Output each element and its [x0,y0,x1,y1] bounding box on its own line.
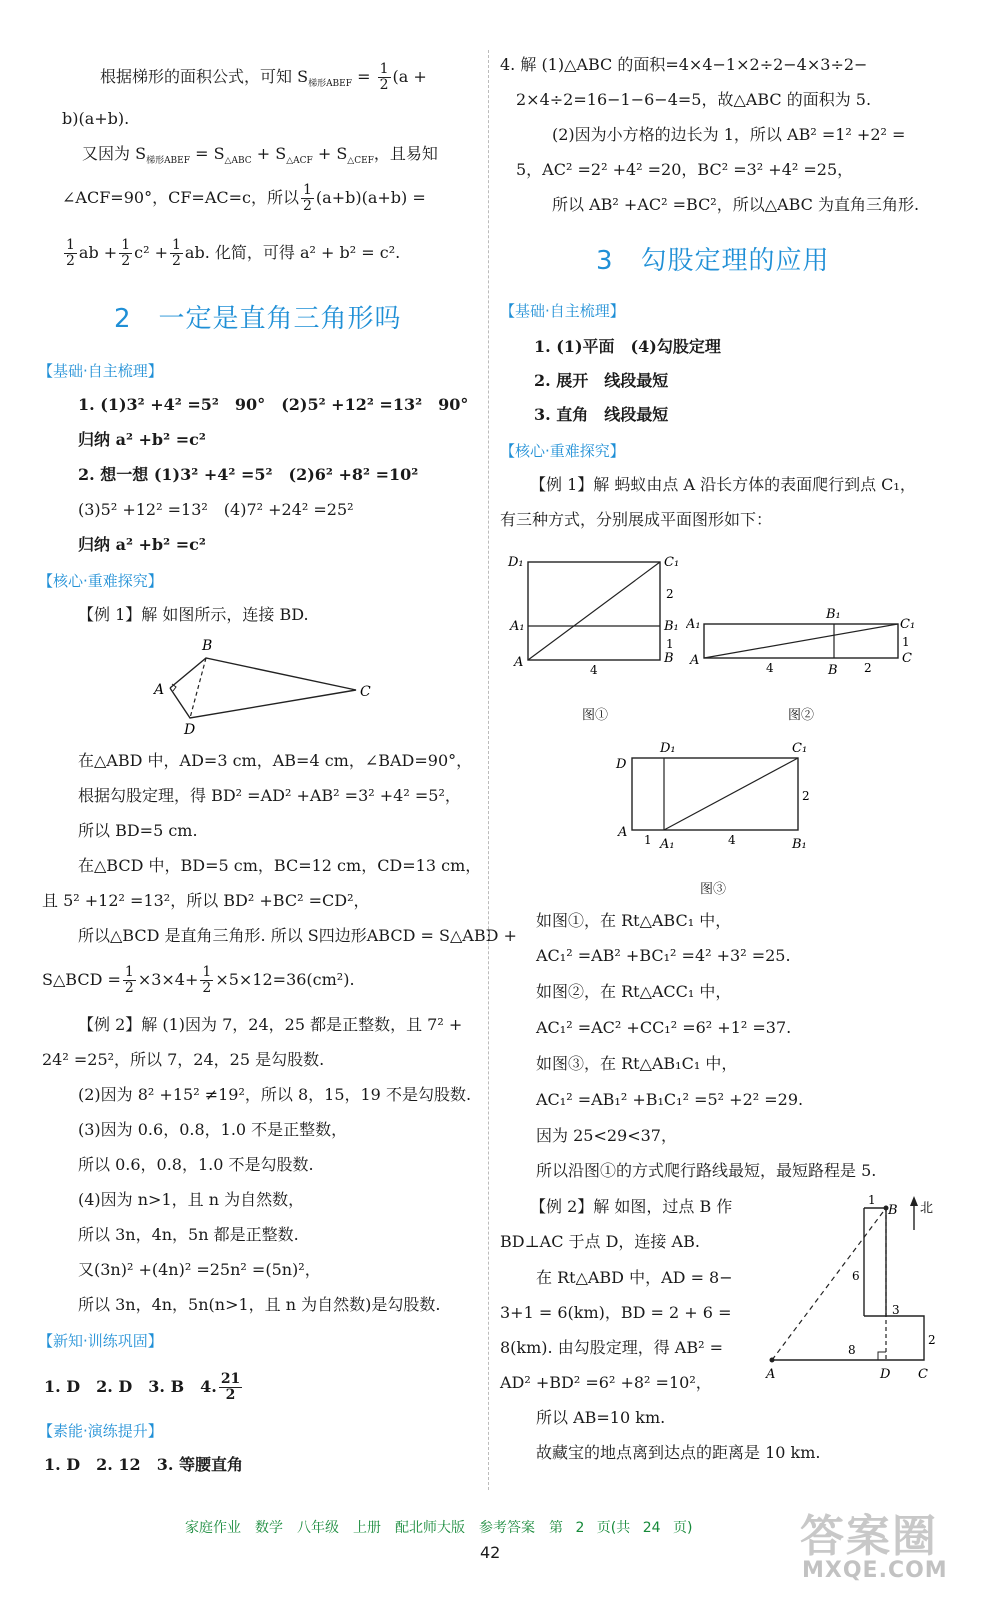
text-line: AC₁² =AB₁² +B₁C₁² =5² +2² =29. [536,1090,804,1109]
svg-text:北: 北 [920,1201,934,1216]
svg-text:B₁: B₁ [792,837,807,852]
text-line: 又(3n)² +(4n)² =25n² =(5n)²， [78,1260,321,1279]
text-line: (2)因为 8² +15² ≠19²，所以 8，15，19 不是勾股数. [78,1085,472,1104]
text-line: AD² +BD² =6² +8² =10²， [500,1373,712,1392]
svg-text:C₁: C₁ [664,555,680,570]
section-tag: 【基础·自主梳理】 [38,362,163,380]
text-line: 归纳 a² +b² =c² [78,535,206,554]
svg-text:4: 4 [590,663,598,677]
section-tag: 【新知·训练巩固】 [38,1332,163,1350]
text-line: 根据勾股定理，得 BD² =AD² +AB² =3² +4² =5²， [78,786,461,805]
svg-text:2: 2 [864,661,872,675]
text-line: 根据梯形的面积公式，可知 $S_{梯形ABEF}$ = $\frac{1}{2}$ (a + [100,61,427,93]
svg-text:1: 1 [868,1193,876,1207]
page-footer: 家庭作业 数学 八年级 上册 配北师大版 参考答案 第 2 页(共 24 页) [185,1520,693,1536]
text-line: 24² =25²，所以 7，24，25 是勾股数. [42,1050,325,1069]
svg-text:A: A [154,682,165,698]
svg-text:D₁: D₁ [660,741,676,756]
svg-text:D: D [184,722,196,736]
text-line: (3)因为 0.6，0.8，1.0 不是正整数， [78,1120,348,1139]
svg-text:B: B [828,663,838,678]
watermark-url: MXQE.COM [802,1558,948,1583]
text-line: 1. (1)3² +4² =5² 90° (2)5² +12² =13² 90° [78,395,469,414]
text-line: S△BCD = $\frac{1}{2}$ ×3×4+ $\frac{1}{2}$ ×5×12=36(cm²). [42,964,355,996]
route-diagram [762,1192,952,1396]
text-line: b)(a+b). [62,109,130,128]
text-line: 所以 AB=10 km. [536,1408,666,1427]
svg-text:D: D [880,1367,891,1382]
svg-text:A₁: A₁ [660,837,675,852]
figure-caption: 图② [788,708,815,723]
text-line: 在△BCD 中，BD=5 cm，BC=12 cm，CD=13 cm， [78,856,482,875]
svg-text:B: B [664,651,674,666]
text-line: 所以△BCD 是直角三角形. 所以 S四边形ABCD = S△ABD + [78,926,517,945]
svg-text:2: 2 [928,1333,936,1347]
text-line: 所以 3n，4n，5n(n>1，且 n 为自然数)是勾股数. [78,1295,441,1314]
text-line: 【例 2】解 如图，过点 B 作 [530,1197,733,1216]
svg-text:A: A [690,653,700,668]
text-line: 【例 1】解 如图所示，连接 BD. [78,605,309,624]
svg-text:B: B [202,638,213,654]
section-tag: 【素能·演练提升】 [38,1422,163,1440]
text-line: (2)因为小方格的边长为 1，所以 AB² =1² +2² = [552,125,906,144]
svg-text:8: 8 [848,1343,856,1357]
svg-text:A: A [618,825,628,840]
text-line: 所以 AB² +AC² =BC²，所以△ABC 为直角三角形. [552,195,920,214]
text-line: 且 5² +12² =13²，所以 BD² +BC² =CD²， [42,891,370,910]
text-line: ∠ACF=90°，CF=AC=c，所以 $\frac{1}{2}$ (a+b)(a+b) = [62,182,426,214]
text-line: 如图③，在 Rt△AB₁C₁ 中， [536,1054,738,1073]
text-line: 2×4÷2=16−1−6−4=5，故△ABC 的面积为 5. [516,90,872,109]
section-tag: 【核心·重难探究】 [38,572,163,590]
text-line: 如图①，在 Rt△ABC₁ 中， [536,911,732,930]
text-line: AC₁² =AB² +BC₁² =4² +3² =25. [536,946,791,965]
text-line: BD⊥AC 于点 D，连接 AB. [500,1232,700,1251]
svg-text:B₁: B₁ [664,619,679,634]
figure-caption: 图③ [700,882,727,897]
svg-text:2: 2 [666,587,674,601]
svg-text:1: 1 [644,833,652,847]
page-number: 42 [480,1543,501,1562]
svg-text:A₁: A₁ [686,617,701,632]
text-line: 8(km). 由勾股定理，得 AB² = [500,1338,724,1357]
text-line: 4. 解 (1)△ABC 的面积=4×4−1×2÷2−4×3÷2− [500,55,868,74]
text-line: (3)5² +12² =13² (4)7² +24² =25² [78,500,354,519]
svg-text:4: 4 [766,661,774,675]
figure-caption: 图① [582,708,609,723]
text-line: 5，AC² =2² +4² =20，BC² =3² +4² =25， [516,160,854,179]
text-line: 所以沿图①的方式爬行路线最短，最短路程是 5. [536,1161,877,1180]
text-line: 3. 直角 线段最短 [534,405,669,424]
svg-text:A: A [766,1367,776,1382]
quadrilateral-diagram [148,636,388,740]
text-line: 在 Rt△ABD 中，AD = 8− [536,1268,733,1287]
text-line: 故藏宝的地点离到达点的距离是 10 km. [536,1443,821,1462]
section-title: 2 一定是直角三角形吗 [114,304,402,334]
text-line: 因为 25<29<37， [536,1126,677,1145]
answer-line: 1. D 2. 12 3. 等腰直角 [44,1455,243,1474]
svg-text:C₁: C₁ [792,741,808,756]
svg-text:1: 1 [666,637,674,651]
watermark-logo [790,1500,965,1595]
svg-text:3: 3 [892,1303,900,1317]
section-tag: 【基础·自主梳理】 [500,302,625,320]
text-line: 如图②，在 Rt△ACC₁ 中， [536,982,732,1001]
column-divider [488,50,489,1490]
svg-text:2: 2 [802,789,810,803]
text-line: 3+1 = 6(km)，BD = 2 + 6 = [500,1303,732,1322]
text-line: 1. (1)平面 (4)勾股定理 [534,337,721,356]
text-line: 在△ABD 中，AD=3 cm，AB=4 cm，∠BAD=90°， [78,751,473,770]
text-line: 有三种方式，分别展成平面图形如下： [500,510,773,529]
text-line: 【例 1】解 蚂蚁由点 A 沿长方体的表面爬行到点 C₁， [530,475,916,494]
text-line: 2. 展开 线段最短 [534,371,669,390]
section-title: 3 勾股定理的应用 [596,246,830,276]
svg-text:1: 1 [902,635,910,649]
text-line: (4)因为 n>1，且 n 为自然数， [78,1190,305,1209]
text-line: AC₁² =AC² +CC₁² =6² +1² =37. [536,1018,792,1037]
unfolding-figure-1 [504,548,684,682]
svg-text:D: D [616,757,627,772]
svg-text:A: A [514,655,524,670]
text-line: 又因为 $S_{梯形ABEF} = S_{\triangle ABC} + S_{\triangle ACF} + S_{\triangle CEF}$，且易知 [82,144,438,167]
unfolding-figure-2 [686,604,922,684]
svg-text:C: C [902,651,912,666]
svg-text:B: B [888,1203,898,1218]
unfolding-figure-3 [612,740,832,860]
svg-text:C: C [360,684,371,700]
svg-text:C: C [918,1367,928,1382]
svg-text:B₁: B₁ [826,607,841,622]
svg-text:6: 6 [852,1269,860,1283]
svg-text:A₁: A₁ [510,619,525,634]
text-line: 归纳 a² +b² =c² [78,430,206,449]
svg-text:D₁: D₁ [508,555,524,570]
text-line: 所以 BD=5 cm. [78,821,198,840]
text-line: $\frac{1}{2}$ ab + $\frac{1}{2}$ c² + $\frac{1}{2}$ ab. 化简，可得 a² + b² = c². [66,237,401,269]
text-line: 2. 想一想 (1)3² +4² =5² (2)6² +8² =10² [78,465,419,484]
svg-text:4: 4 [728,833,736,847]
text-line: 所以 0.6，0.8，1.0 不是勾股数. [78,1155,314,1174]
svg-text:C₁: C₁ [900,617,916,632]
text-line: 所以 3n，4n，5n 都是正整数. [78,1225,299,1244]
answer-line: 1. D 2. D 3. B 4. $\frac{21}{2}$ [44,1371,241,1403]
section-tag: 【核心·重难探究】 [500,442,625,460]
text-line: 【例 2】解 (1)因为 7，24，25 都是正整数，且 7² + [78,1015,463,1034]
watermark-text: 答案圈 [800,1511,938,1562]
